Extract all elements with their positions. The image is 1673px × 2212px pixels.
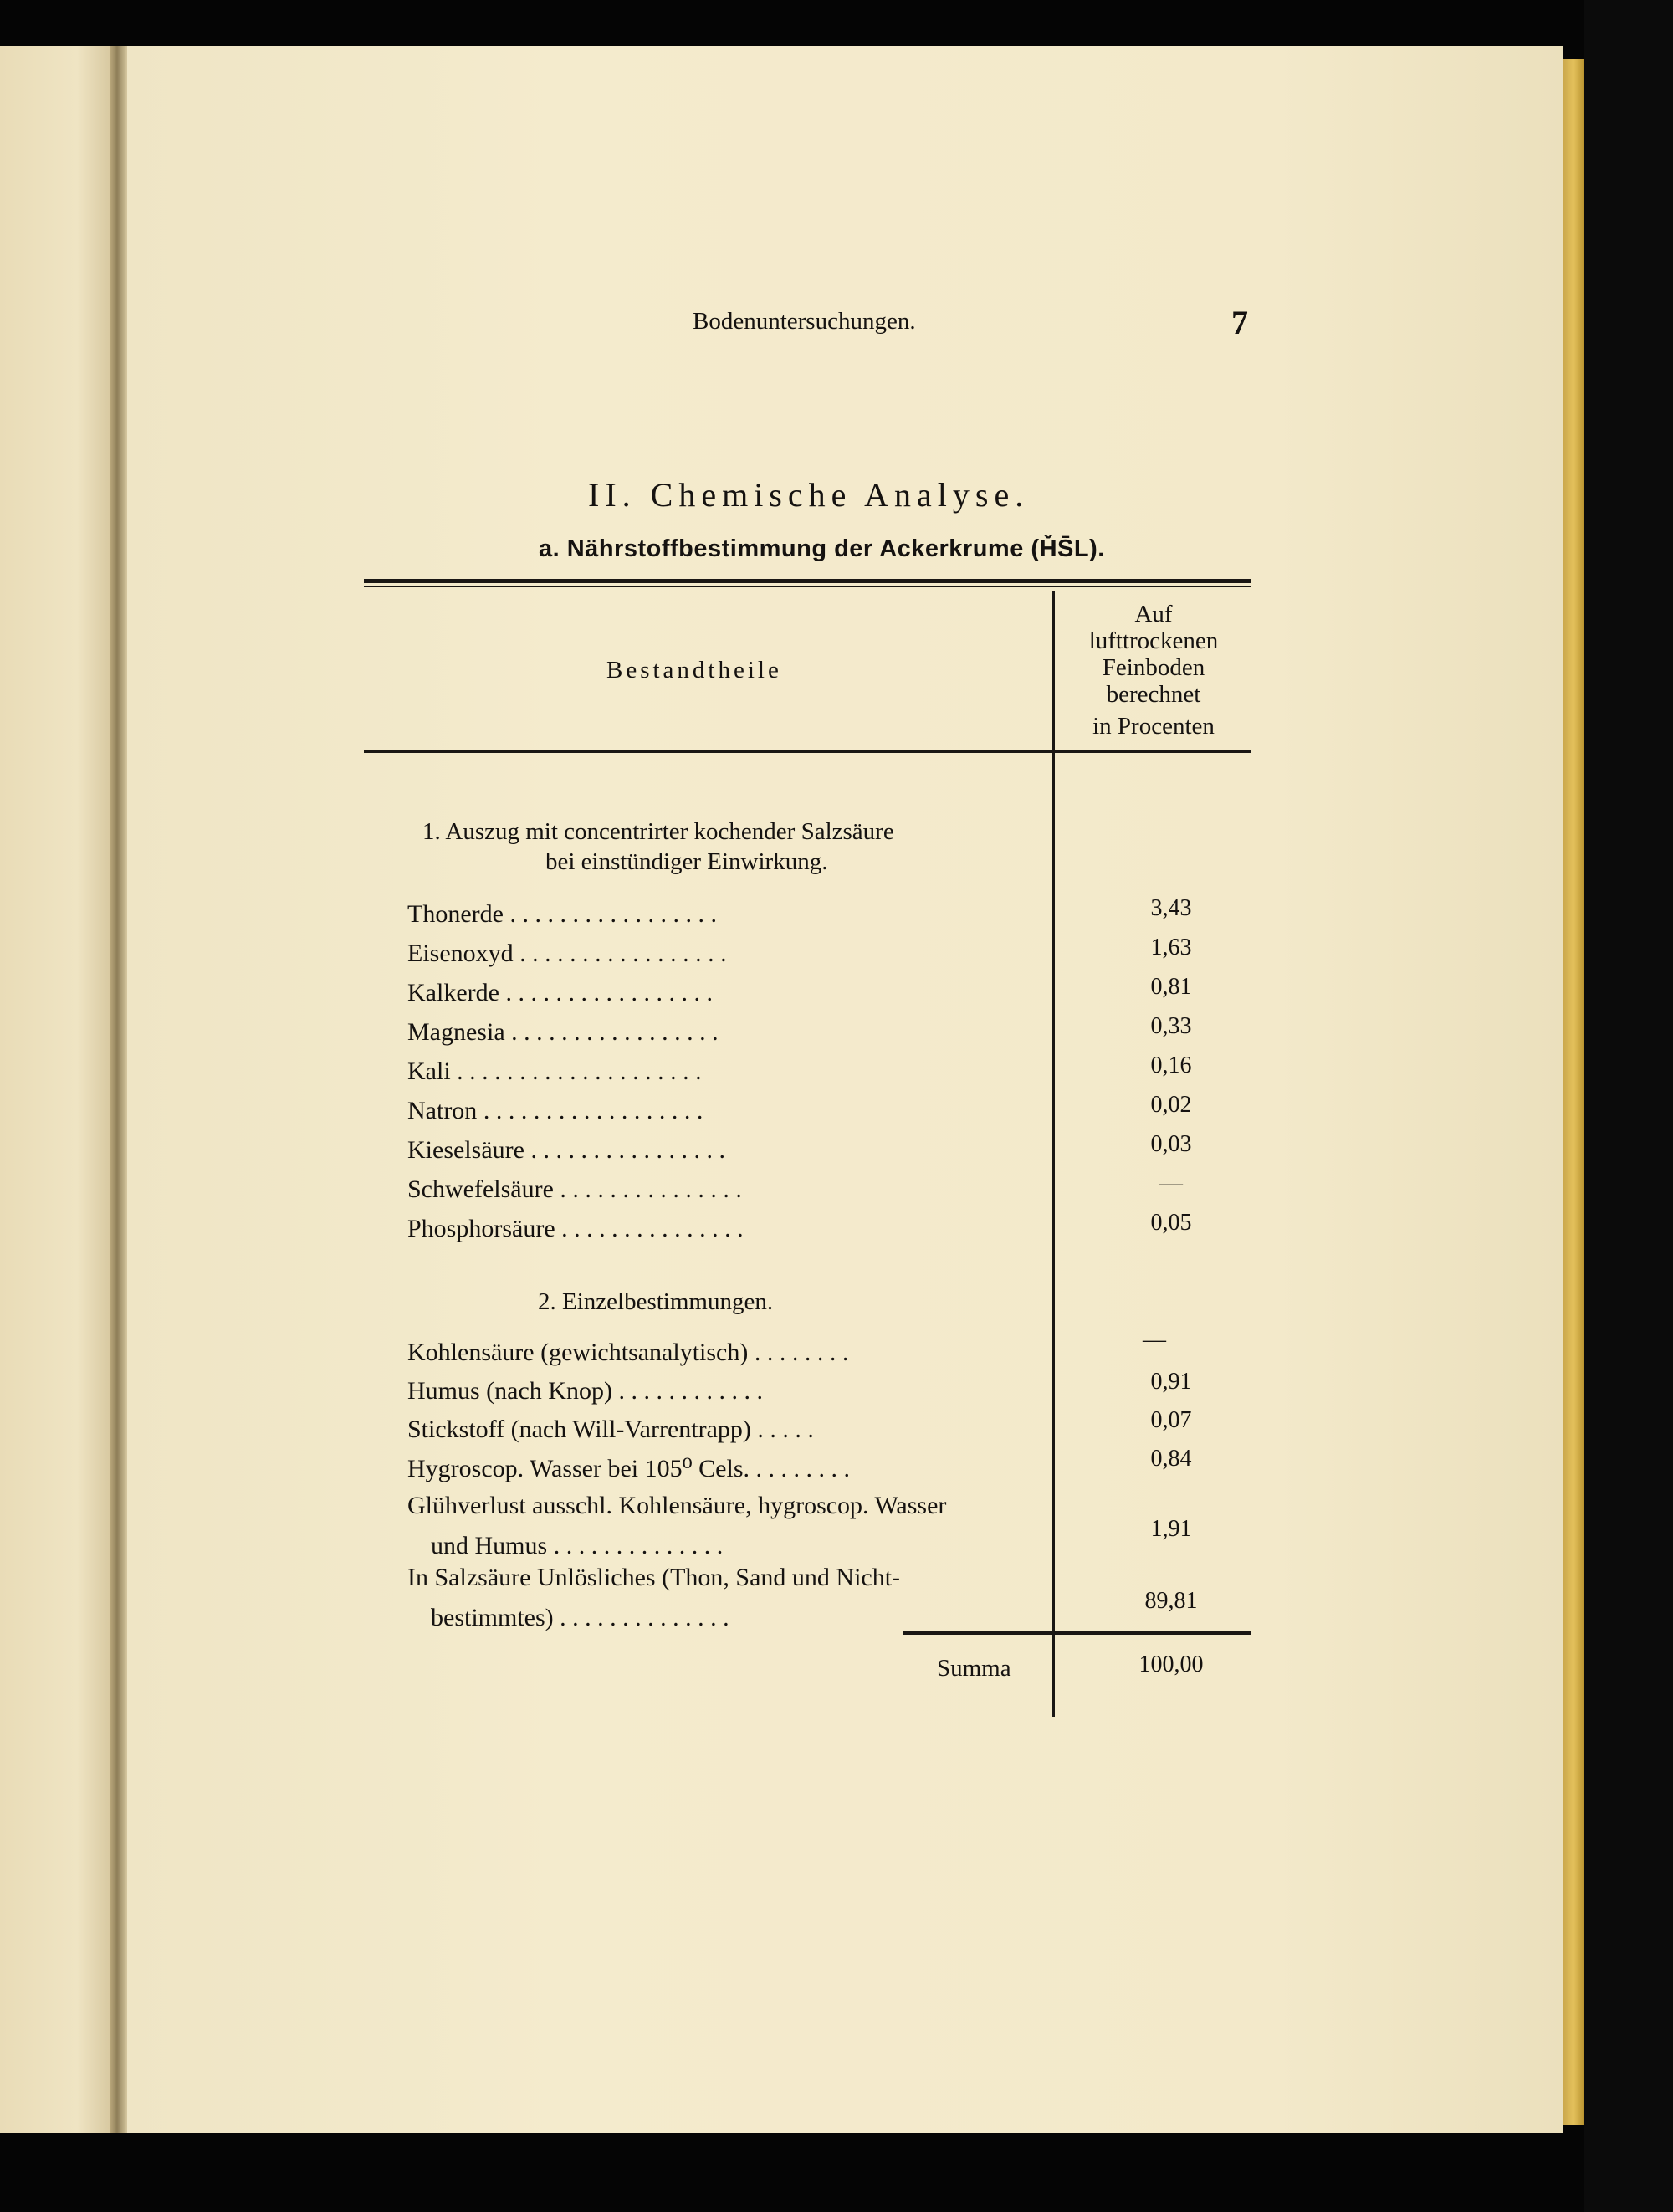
table-row-label: In Salzsäure Unlösliches (Thon, Sand und Nicht- bestimmtes) . . . . . . . . . . . . . . bbox=[407, 1564, 901, 1631]
column-header-components: Bestandtheile bbox=[606, 657, 782, 684]
table-row-label: Hygroscop. Wasser bei 105⁰ Cels. . . . . . . . . bbox=[407, 1455, 850, 1482]
table-row-value: 1,91 bbox=[1150, 1516, 1192, 1542]
table-row-label: Natron . . . . . . . . . . . . . . . . . . bbox=[407, 1097, 703, 1124]
table-row-label: Schwefelsäure . . . . . . . . . . . . . . . bbox=[407, 1175, 742, 1203]
book-cover bbox=[1584, 0, 1673, 2212]
table-row-label: Phosphorsäure . . . . . . . . . . . . . . . bbox=[407, 1215, 744, 1242]
unit-header-line: berechnet bbox=[1106, 681, 1201, 708]
table-row-label: Kohlensäure (gewichtsanalytisch) . . . . . . . . bbox=[407, 1339, 849, 1366]
running-title: Bodenuntersuchungen. bbox=[693, 308, 916, 335]
group1-heading-line1: 1. Auszug mit concentrirter kochender Salzsäure bbox=[422, 818, 894, 845]
facing-page-edge bbox=[0, 46, 110, 2133]
table-row-label: Kieselsäure . . . . . . . . . . . . . . . . bbox=[407, 1136, 725, 1164]
table-row-label: Glühverlust ausschl. Kohlensäure, hygroscop. Wasser und Humus . . . . . . . . . . . . . . bbox=[407, 1492, 947, 1559]
table-row-value: — bbox=[1143, 1327, 1166, 1353]
table-top-rule-thin bbox=[364, 586, 1251, 587]
total-label: Summa bbox=[937, 1655, 1011, 1682]
table-row-label: Eisenoxyd . . . . . . . . . . . . . . . . . bbox=[407, 940, 727, 967]
unit-header-line: Auf bbox=[1134, 601, 1173, 627]
table-row-label: Kalkerde . . . . . . . . . . . . . . . . . bbox=[407, 979, 713, 1006]
unit-header-line: in Procenten bbox=[1092, 713, 1215, 740]
group2-heading: 2. Einzelbestimmungen. bbox=[538, 1288, 774, 1315]
table-row-label: Kali . . . . . . . . . . . . . . . . . . . . bbox=[407, 1057, 702, 1085]
group1-heading-line2: bei einstündiger Einwirkung. bbox=[545, 848, 828, 875]
table-row-label: Humus (nach Knop) . . . . . . . . . . . . bbox=[407, 1377, 763, 1405]
table-row-label: Magnesia . . . . . . . . . . . . . . . . . bbox=[407, 1018, 719, 1046]
table-row-value: 0,03 bbox=[1150, 1131, 1192, 1157]
table-row-value: 0,02 bbox=[1150, 1092, 1192, 1118]
table-top-rule bbox=[364, 579, 1251, 583]
table-row-value: 0,84 bbox=[1150, 1446, 1192, 1472]
section-title: II. Chemische Analyse. bbox=[588, 476, 1030, 514]
table-row-value: 89,81 bbox=[1144, 1588, 1198, 1614]
table-row-value: 3,43 bbox=[1150, 895, 1192, 921]
table-row-value: 0,33 bbox=[1150, 1013, 1192, 1039]
table-row-value: 0,81 bbox=[1150, 974, 1192, 1000]
section-subtitle: a. Nährstoffbestimmung der Ackerkrume (ȞS̄L). bbox=[539, 535, 1105, 562]
book-gutter bbox=[110, 46, 127, 2133]
header-bottom-rule bbox=[364, 750, 1251, 753]
unit-header-line: lufttrockenen bbox=[1088, 627, 1219, 654]
total-value: 100,00 bbox=[1138, 1651, 1204, 1677]
table-row-value: — bbox=[1159, 1170, 1183, 1196]
table-row-label: Thonerde . . . . . . . . . . . . . . . . . bbox=[407, 900, 717, 928]
table-row-value: 0,91 bbox=[1150, 1369, 1192, 1395]
page-number: 7 bbox=[1231, 304, 1248, 341]
table-row-value: 1,63 bbox=[1150, 934, 1192, 960]
column-header-unit bbox=[1061, 601, 1246, 740]
table-row-label: Stickstoff (nach Will-Varrentrapp) . . . . . bbox=[407, 1416, 814, 1443]
gilt-page-edges bbox=[1563, 59, 1584, 2125]
table-row-value: 0,05 bbox=[1150, 1210, 1192, 1236]
table-row-value: 0,07 bbox=[1150, 1407, 1192, 1433]
column-divider bbox=[1052, 591, 1055, 1717]
book-page bbox=[127, 46, 1563, 2133]
unit-header-line: Feinboden bbox=[1102, 654, 1205, 681]
table-row-value: 0,16 bbox=[1150, 1052, 1192, 1078]
